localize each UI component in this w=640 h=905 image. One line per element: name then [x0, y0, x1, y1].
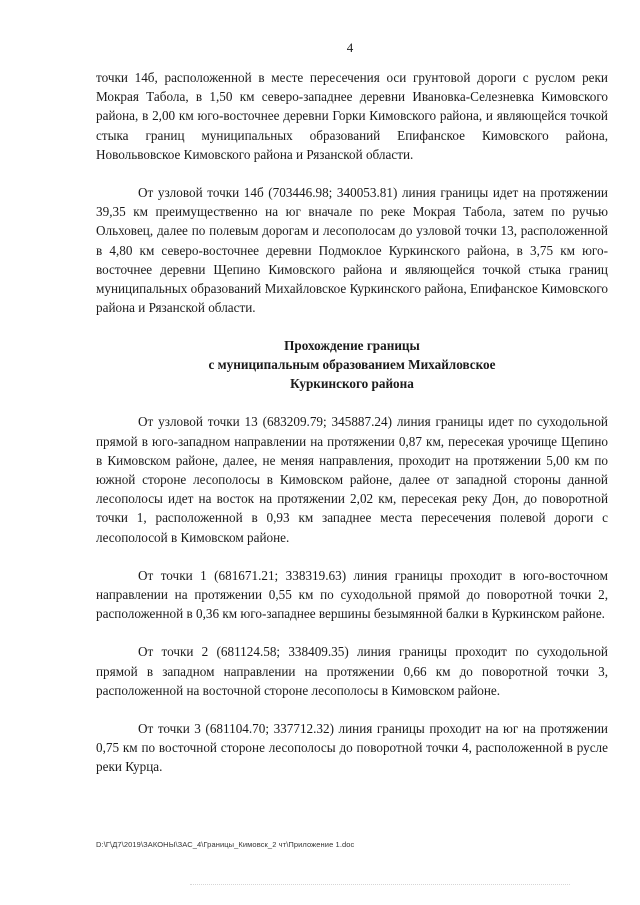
paragraph-from-point-13: От узловой точки 13 (683209.79; 345887.24) линия границы идет по суходольной прямой в юго-западном направлении на протяжении 0,87 км, пересекая урочище Щепино в Кимовском районе, далее, не меняя направления, проходит на протяжении 5,00 км по южной стороне лесополосы в Кимовском районе, далее от западной стороны данной лесополосы идет на восток на протяжении 2,02 км, пересекая реку Дон, до поворотной точки 1, расположенной в 0,93 км западнее места пересечения полевой дороги с лесополосой в Кимовском районе. [96, 414, 608, 545]
section-heading-line-2: с муниципальным образованием Михайловское [208, 357, 496, 373]
scan-artifact-divider [190, 884, 570, 889]
paragraph-from-point-3: От точки 3 (681104.70; 337712.32) линия границы проходит на юг на протяжении 0,75 км по восточной стороне лесополосы до поворотной точки 4, расположенной в русле реки Курца. [96, 721, 608, 775]
paragraph-point-14b-description: точки 14б, расположенной в месте пересечения оси грунтовой дороги с руслом реки Мокрая Табола, в 1,50 км северо-западнее деревни Ивановка-Селезневка Кимовского района, в 2,00 км юго-восточнее деревни Горки Кимовского района, и являющейся точкой стыка границ муниципальных образований Епифанское Кимовского района, Новольвовское Кимовского района и Рязанской области. [96, 70, 608, 162]
footer-file-path: D:\Г\Д7\2019\ЗАКОНЫ\ЗАС_4\Границы_Кимовск_2 чт\Приложение 1.doc [96, 840, 355, 849]
section-heading-line-3: Куркинского района [290, 376, 414, 392]
section-heading-line-1: Прохождение границы [284, 338, 420, 354]
paragraph-from-point-2: От точки 2 (681124.58; 338409.35) линия границы проходит по суходольной прямой в западном направлении на протяжении 0,66 км до поворотной точки 3, расположенной на восточной стороне лесополосы в Кимовском районе. [96, 644, 608, 698]
page-number: 4 [346, 40, 354, 55]
document-body [96, 68, 608, 777]
paragraph-from-point-14b: От узловой точки 14б (703446.98; 340053.81) линия границы идет на протяжении 39,35 км преимущественно на юг вначале по реке Мокрая Табола, затем по ручью Ольховец, далее по полевым дорогам и лесополосам до узловой точки 13, расположенной в 4,80 км северо-восточнее деревни Подмоклое Куркинского района, в 3,75 км юго-восточнее деревни Щепино Кимовского района и являющейся точкой стыка границ муниципальных образований Михайловское Куркинского района, Епифанское Кимовского района и Рязанской области. [96, 185, 608, 316]
paragraph-from-point-1: От точки 1 (681671.21; 338319.63) линия границы проходит в юго-восточном направлении на протяжении 0,55 км по суходольной прямой до поворотной точки 2, расположенной в 0,36 км юго-западнее вершины безымянной балки в Куркинском районе. [96, 567, 608, 622]
section-heading [96, 336, 608, 393]
